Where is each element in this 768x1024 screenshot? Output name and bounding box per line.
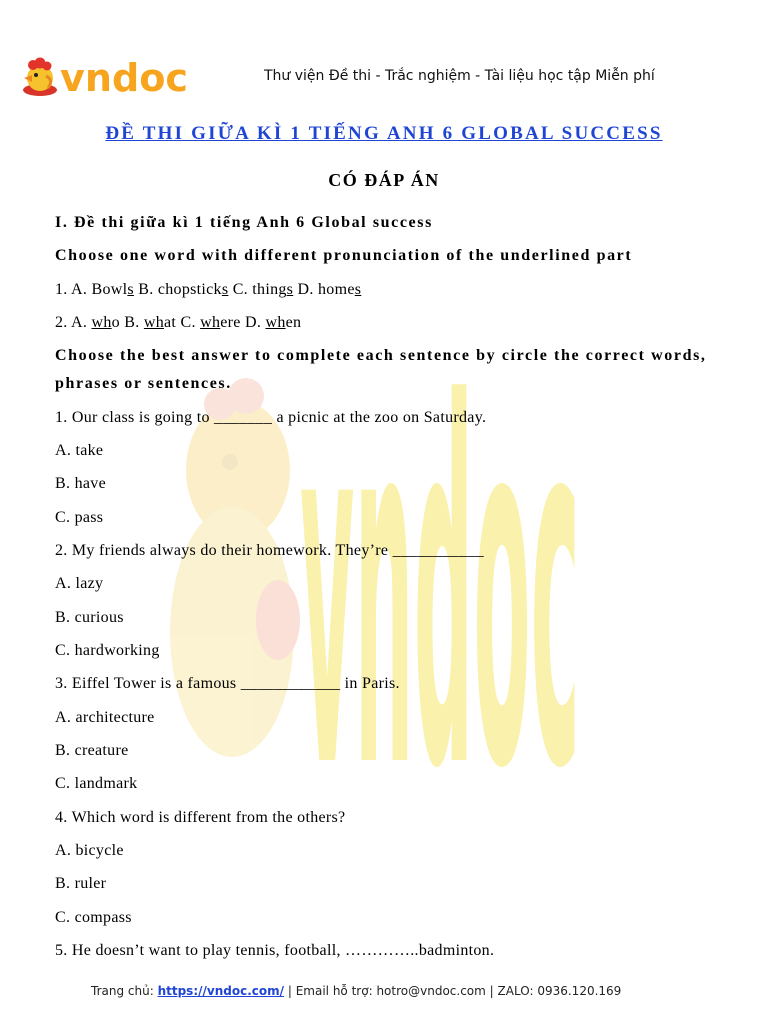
option-word-start: thing [252,280,287,298]
option-d [245,314,301,331]
homepage-label: Trang chủ: [91,984,154,998]
underlined-part: s [127,280,134,298]
underlined-part: wh [200,313,221,331]
option-d [298,281,362,298]
answer-option: B. ruler [55,875,107,893]
underlined-part: wh [265,313,286,331]
option-a [71,281,134,298]
page-title [0,121,768,147]
underlined-part: s [286,280,294,298]
underlined-part: wh [91,313,112,331]
section-heading: I. Đề thi giữa kì 1 tiếng Anh 6 Global success [55,214,433,231]
multiple-choice-instruction: Choose the best answer to complete each sentence by circle the correct words, phrases or sentences. [55,347,707,393]
option-label: D. [297,280,314,298]
answer-option: A. bicycle [55,841,124,859]
option-label: A. [71,313,88,331]
option-word-start: chopstick [157,280,222,298]
question-stem: 4. Which word is different from the others? [55,808,346,826]
answer-option: A. lazy [55,575,104,593]
option-b [124,314,176,331]
option-word-end: ere [220,313,241,331]
option-b [138,281,228,298]
answer-option: C. compass [55,908,132,926]
footer-separator: | [489,984,494,998]
underlined-part: s [354,280,362,298]
answer-option: A. architecture [55,708,155,726]
chicken-mascot-icon [23,58,57,97]
option-label: B. [124,313,140,331]
document-body [55,209,717,970]
option-word-start: Bowl [91,280,128,298]
homepage-link[interactable]: https://vndoc.com/ [157,984,285,998]
option-word-end: en [285,313,302,331]
footer-separator: | [287,984,292,998]
option-label: C. [180,313,196,331]
option-label: D. [245,313,262,331]
option-c [233,281,294,298]
question-stem: 3. Eiffel Tower is a famous ____________ in Paris. [55,675,400,693]
vndoc-logo [20,56,192,98]
answer-option: B. creature [55,741,129,759]
underlined-part: s [221,280,229,298]
logo-wordmark: vndoc [60,56,188,98]
zalo-label: ZALO: [497,984,534,998]
pronunciation-instruction: Choose one word with different pronunciation of the underlined part [55,247,633,265]
answer-option: C. hardworking [55,641,160,659]
answer-option: A. take [55,441,104,459]
question-stem: 2. My friends always do their homework. They’re ___________ [55,541,484,559]
page-footer [91,983,621,999]
option-label: A. [71,280,88,298]
option-word-start: home [317,280,355,298]
question-number: 1. [55,280,68,298]
zalo-number: 0936.120.169 [537,984,622,998]
page-subtitle: CÓ ĐÁP ÁN [328,170,440,190]
title-link[interactable]: ĐỀ THI GIỮA KÌ 1 TIẾNG ANH 6 GLOBAL SUCCESS [105,123,663,144]
pronunciation-question [55,276,717,304]
option-word-end: o [111,313,120,331]
pronunciation-question [55,309,717,337]
answer-option: C. pass [55,508,104,526]
question-number: 2. [55,313,68,331]
support-email-label: Email hỗ trợ: [295,984,373,998]
site-tagline: Thư viện Đề thi - Trắc nghiệm - Tài liệu học tập Miễn phí [264,68,655,84]
answer-option: B. curious [55,608,124,626]
answer-option: C. landmark [55,775,138,793]
option-label: B. [138,280,154,298]
answer-option: B. have [55,475,106,493]
watermark-wordmark: vndoc [300,370,580,770]
question-stem: 1. Our class is going to _______ a picnic at the zoo on Saturday. [55,408,487,426]
option-word-end: at [164,313,177,331]
option-label: C. [232,280,248,298]
question-stem: 5. He doesn’t want to play tennis, football, …………..badminton. [55,941,495,959]
option-a [71,314,120,331]
support-email: hotro@vndoc.com [376,984,486,998]
underlined-part: wh [143,313,165,331]
option-c [181,314,241,331]
